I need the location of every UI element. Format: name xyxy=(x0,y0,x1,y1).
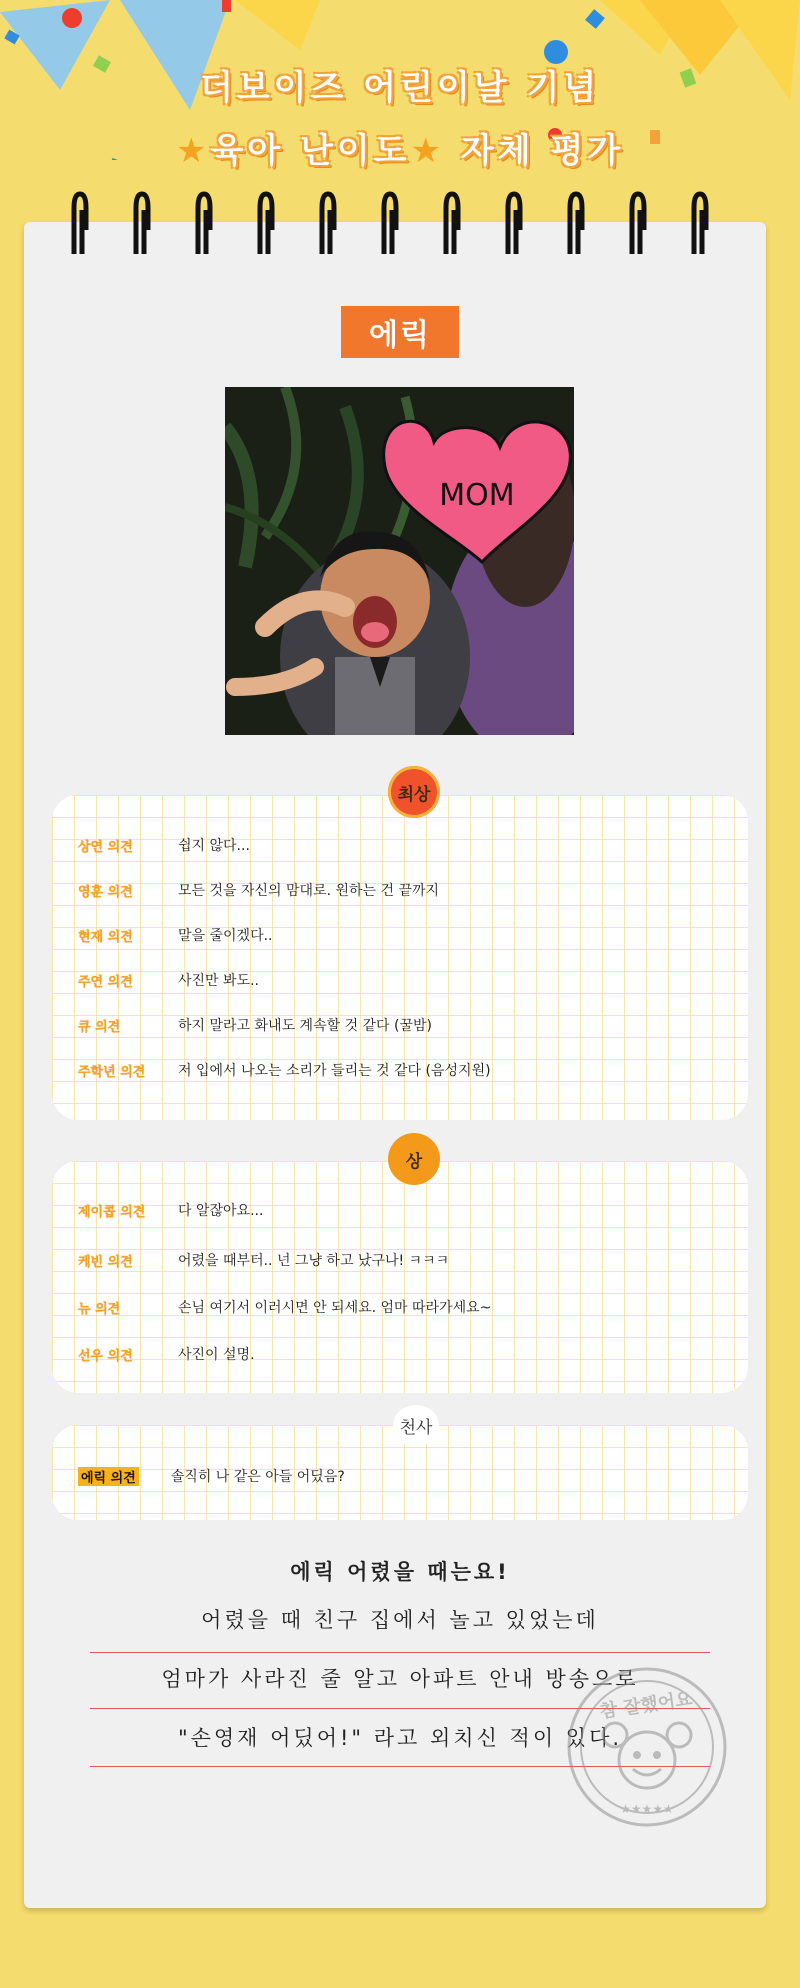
opinion-row xyxy=(78,1297,491,1317)
title-line-1: 더보이즈 어린이날 기념 xyxy=(199,68,601,108)
level-badge-angel: 천사 xyxy=(393,1405,439,1445)
opinion-row xyxy=(78,880,439,900)
opinion-label: 상연 의견 xyxy=(78,839,133,855)
opinion-text: 저 입에서 나오는 소리가 들리는 것 같다 (음성지원) xyxy=(178,1063,491,1079)
well-done-stamp-icon xyxy=(565,1665,730,1830)
opinion-text: 손님 여기서 이러시면 안 되세요. 엄마 따라가세요~ xyxy=(178,1300,492,1316)
title-line-2 xyxy=(0,123,800,172)
level-badge-hard: 상 xyxy=(388,1133,440,1185)
opinion-text: 말을 줄이겠다.. xyxy=(178,928,273,944)
ring-icon xyxy=(128,190,156,256)
ring-icon xyxy=(376,190,404,256)
ring-icon xyxy=(190,190,218,256)
opinion-label: 선우 의견 xyxy=(78,1348,133,1364)
ring-icon xyxy=(686,190,714,256)
opinion-label: 현재 의견 xyxy=(78,929,133,945)
opinion-label: 제이콥 의견 xyxy=(78,1204,146,1220)
opinion-row xyxy=(78,835,250,855)
opinion-label: 케빈 의견 xyxy=(78,1254,133,1270)
childhood-photo xyxy=(225,387,574,735)
svg-text:참 잘했어요: 참 잘했어요 xyxy=(598,1688,694,1723)
opinion-row xyxy=(78,1466,345,1486)
ring-icon xyxy=(252,190,280,256)
opinion-text: 다 알잖아요... xyxy=(178,1203,264,1219)
opinion-label-eric: 에릭 의견 xyxy=(78,1467,139,1486)
opinion-text: 쉽지 않다... xyxy=(178,838,250,854)
title-self-eval: 자체 평가 xyxy=(460,131,625,171)
story-line-2: 엄마가 사라진 줄 알고 아파트 안내 방송으로 xyxy=(161,1667,639,1691)
ring-icon xyxy=(438,190,466,256)
opinion-text: 사진만 봐도.. xyxy=(178,973,259,989)
opinion-label: 주연 의견 xyxy=(78,974,133,990)
page-title xyxy=(0,60,800,172)
ring-icon xyxy=(314,190,342,256)
opinion-row xyxy=(78,1200,263,1220)
opinion-row xyxy=(78,1344,255,1364)
spiral-rings xyxy=(66,190,746,260)
name-tag: 에릭 xyxy=(341,306,459,358)
story-line-3: "손영재 어딨어!" 라고 외치신 적이 있다. xyxy=(177,1726,623,1750)
star-icon: ★ xyxy=(175,131,211,171)
ring-icon xyxy=(562,190,590,256)
level-badge-very-hard: 최상 xyxy=(388,766,440,818)
divider xyxy=(90,1652,710,1653)
opinion-row xyxy=(78,925,273,945)
opinion-row xyxy=(78,1250,449,1270)
opinion-row xyxy=(78,1060,491,1080)
title-difficulty: 육아 난이도 xyxy=(210,131,411,171)
ring-icon xyxy=(500,190,528,256)
story-title: 에릭 어렸을 때는요! xyxy=(290,1560,510,1584)
ring-icon xyxy=(66,190,94,256)
opinion-label: 큐 의견 xyxy=(78,1019,121,1035)
story-line-1: 어렸을 때 친구 집에서 놀고 있었는데 xyxy=(201,1608,599,1632)
opinion-text: 솔직히 나 같은 아들 어딨음? xyxy=(170,1469,345,1485)
opinion-label: 주학년 의견 xyxy=(78,1064,146,1080)
opinion-text: 모든 것을 자신의 맘대로. 원하는 건 끝까지 xyxy=(178,883,440,899)
opinion-row xyxy=(78,970,259,990)
svg-text:★★★★★: ★★★★★ xyxy=(620,1802,674,1816)
opinion-text: 하지 말라고 화내도 계속할 것 같다 (꿀밤) xyxy=(178,1018,433,1034)
opinion-label: 영훈 의견 xyxy=(78,884,133,900)
opinion-row xyxy=(78,1015,432,1035)
star-icon: ★ xyxy=(410,131,445,171)
ring-icon xyxy=(624,190,652,256)
heart-mom-text: MOM xyxy=(439,478,515,513)
opinion-text: 사진이 설명. xyxy=(178,1347,255,1363)
opinion-text: 어렸을 때부터.. 넌 그냥 하고 났구나! ㅋㅋㅋ xyxy=(178,1253,450,1269)
opinion-label: 뉴 의견 xyxy=(78,1301,121,1317)
